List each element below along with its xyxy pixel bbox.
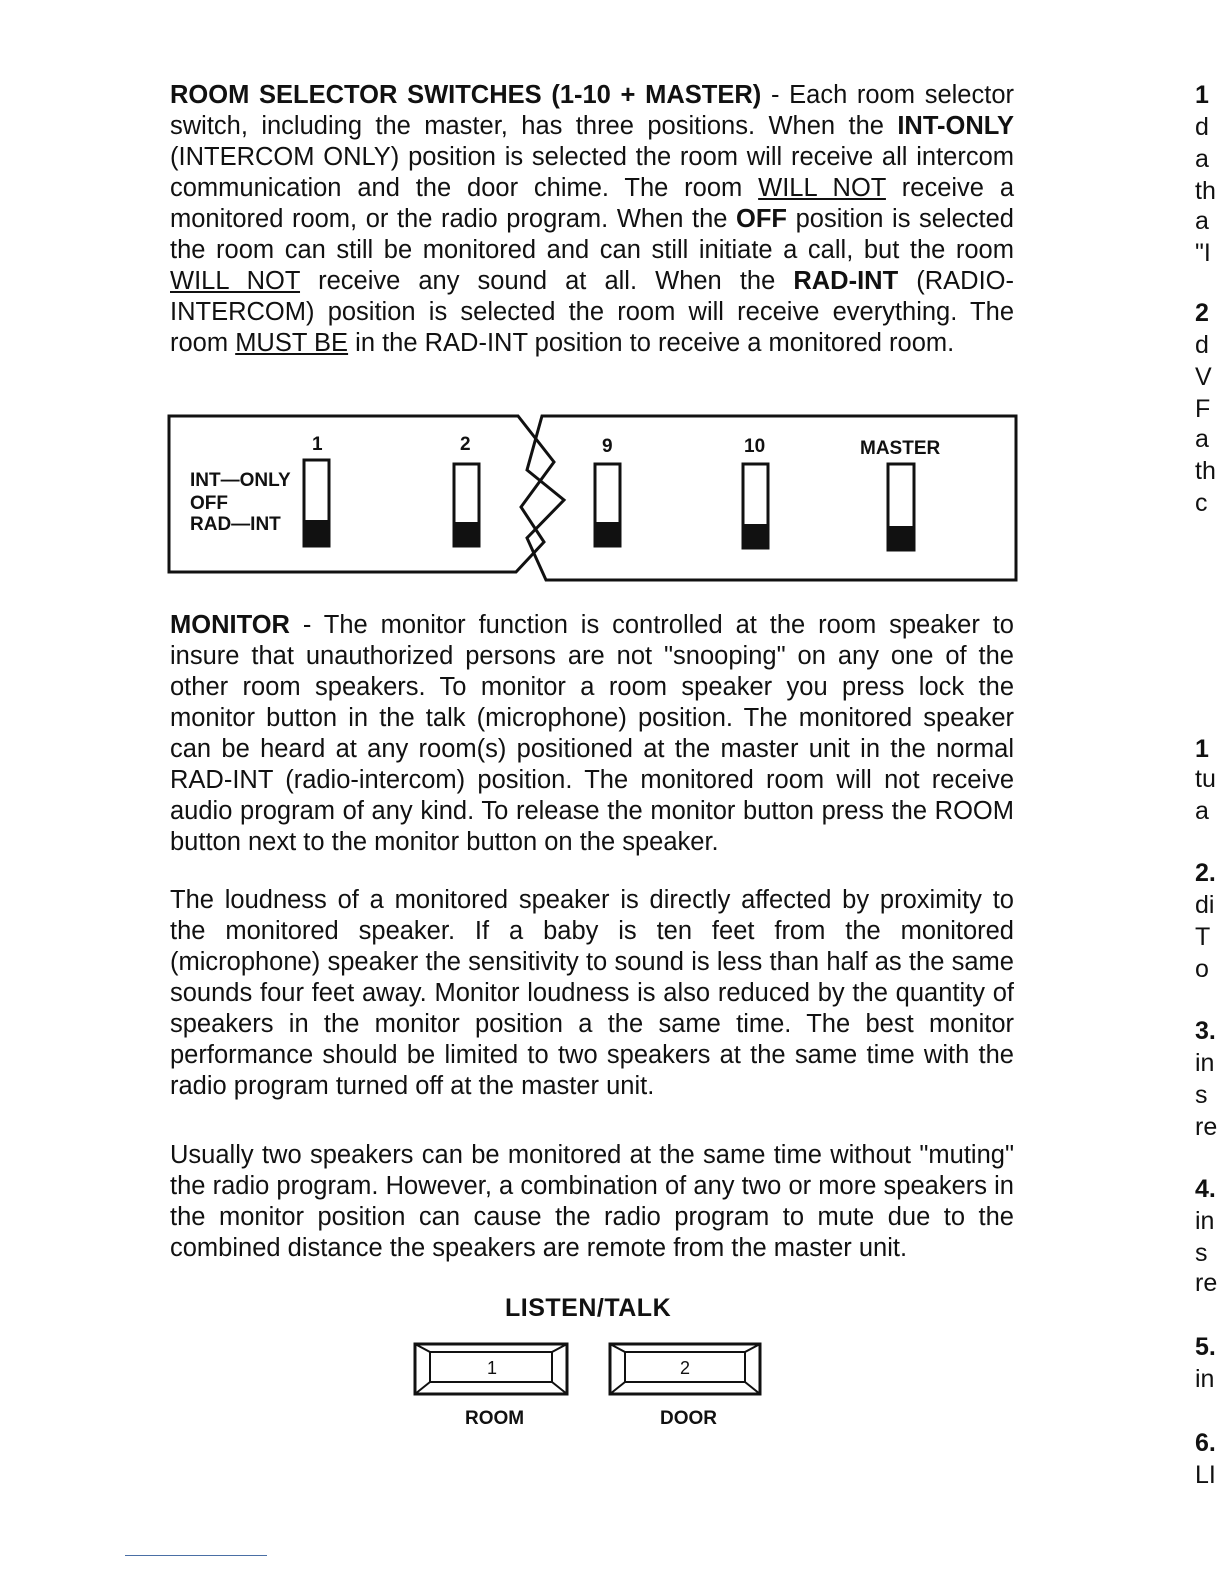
cropped-fragment: F [1195,395,1211,423]
rad-int-term: RAD-INT [793,267,899,295]
cropped-fragment: c [1195,489,1208,517]
door-button[interactable] [610,1344,760,1394]
selector-switch-1[interactable] [304,460,329,546]
room-selector-paragraph [170,80,1014,359]
cropped-fragment: 4. [1195,1175,1216,1203]
cropped-fragment: d [1195,331,1209,359]
room-selector-heading: ROOM SELECTOR SWITCHES (1-10 + MASTER) [170,81,762,109]
cropped-fragment: 5. [1195,1333,1216,1361]
cropped-fragment: V [1195,363,1212,391]
must-be-emphasis: MUST BE [235,329,349,357]
position-label-off: OFF [190,493,228,514]
position-label-int-only: INT—ONLY [190,470,291,491]
cropped-fragment: LI [1195,1461,1216,1489]
selector-switch-master[interactable] [888,464,914,550]
room-selector-text-6: (RADIO-INTERCOM) position is selected the room will receive everything. The room [170,267,1014,357]
cropped-fragment: 3. [1195,1017,1216,1045]
cropped-fragment: th [1195,177,1216,205]
selector-switch-2[interactable] [454,464,479,546]
cropped-fragment: o [1195,955,1209,983]
muting-paragraph: Usually two speakers can be monitored at the same time without "muting" the radio program. However, a combination of any two or more speakers in the monitor position can cause the radio program to mute due to the combined distance the speakers are remote from the master unit. [170,1141,1014,1262]
position-label-rad-int: RAD—INT [190,514,281,535]
cropped-fragment: in [1195,1207,1215,1235]
loudness-paragraph: The loudness of a monitored speaker is directly affected by proximity to the monitored speaker. If a baby is ten feet from the monitored (microphone) speaker the sensitivity to sound is less than half as the same sounds four feet away. Monitor loudness is also reduced by the quantity of speakers in the monitor position a the same time. The best monitor performance should be limited to two speakers at the same time with the radio program turned off at the master unit. [170,886,1014,1100]
monitor-heading: MONITOR [170,611,290,639]
cropped-fragment: 2. [1195,859,1216,887]
monitor-text: - The monitor function is controlled at the room speaker to insure that unauthorized persons are not "snooping" on any one of the other room speakers. To monitor a room speaker you press lock the monitor button in the talk (microphone) position. The monitored speaker can be heard at any room(s) positioned at the master unit in the normal RAD-INT (radio-intercom) position. The monitored room will not receive audio program of any kind. To release the monitor button press the ROOM button next to the monitor button on the speaker. [170,611,1014,856]
selector-switch-10[interactable] [743,464,768,548]
cropped-fragment: re [1195,1113,1218,1141]
room-selector-text-3: receive a monitored room, or the radio program. When the [170,174,1014,233]
switch-label-master: MASTER [860,438,941,459]
cropped-fragment: re [1195,1269,1218,1297]
cropped-fragment: 6. [1195,1429,1216,1457]
door-button-number: 2 [680,1358,691,1378]
cropped-fragment: 1 [1195,735,1209,763]
will-not-emphasis-1: WILL NOT [758,174,886,202]
switch-label-10: 10 [744,436,766,457]
cropped-fragment: a [1195,207,1209,235]
room-button-number: 1 [487,1358,498,1378]
listen-talk-button-panel [412,1338,768,1400]
cropped-fragment: 1 [1195,81,1209,109]
cropped-fragment: a [1195,797,1209,825]
room-button-caption: ROOM [465,1408,525,1429]
selector-switch-9[interactable] [595,464,620,546]
room-selector-text-1: - Each room selector switch, including the master, has three positions. When the [170,81,1015,140]
room-button[interactable] [415,1344,567,1394]
cropped-fragment: "I [1195,239,1211,267]
off-term: OFF [736,205,788,233]
cropped-fragment: T [1195,923,1211,951]
switch-label-1: 1 [312,434,323,455]
cropped-fragment: a [1195,425,1209,453]
will-not-emphasis-2: WILL NOT [170,267,301,295]
cropped-fragment: in [1195,1365,1215,1393]
int-only-term: INT-ONLY [897,112,1014,140]
cropped-fragment: 2 [1195,299,1209,327]
cropped-fragment: s [1195,1081,1208,1109]
listen-talk-title: LISTEN/TALK [505,1294,672,1322]
cropped-fragment: a [1195,145,1209,173]
door-button-caption: DOOR [660,1408,717,1429]
cropped-fragment: in [1195,1049,1215,1077]
cropped-fragment: s [1195,1239,1208,1267]
footer-rule [125,1555,267,1556]
cropped-fragment: th [1195,457,1216,485]
room-selector-switch-diagram [166,412,1020,584]
cropped-fragment: tu [1195,765,1216,793]
monitor-paragraph [170,610,1014,858]
cropped-fragment: di [1195,891,1215,919]
room-selector-text-5: receive any sound at all. When the [300,267,794,295]
room-selector-text-4: position is selected the room can still be monitored and can still initiate a call, but the room [170,205,1014,264]
switch-label-9: 9 [602,436,613,457]
switch-label-2: 2 [460,434,471,455]
cropped-fragment: d [1195,113,1209,141]
room-selector-text-7: in the RAD-INT position to receive a monitored room. [348,329,955,357]
room-selector-text-2: (INTERCOM ONLY) position is selected the room will receive all intercom communication and the door chime. The room [170,143,1014,202]
